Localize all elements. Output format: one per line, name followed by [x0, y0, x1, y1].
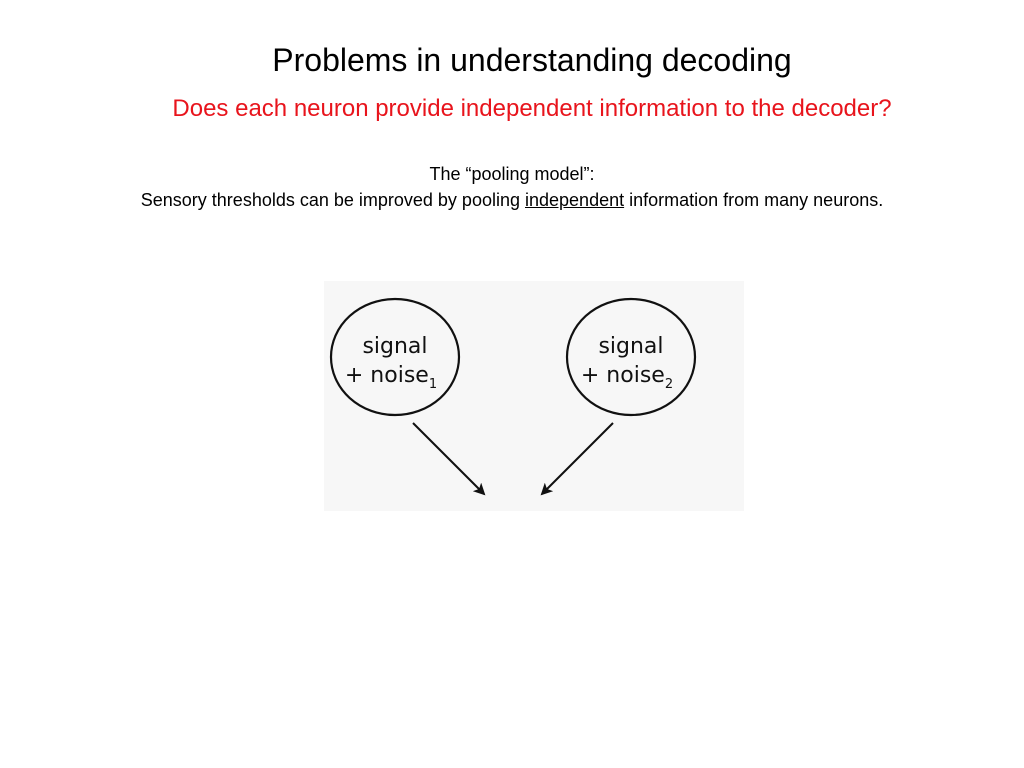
neuron-2-subscript: 2	[664, 377, 674, 392]
pooling-model-statement	[0, 189, 1024, 211]
neuron-2-noise: + noise	[580, 363, 665, 388]
neuron-node-2	[567, 299, 695, 415]
slide-subtitle: Does each neuron provide independent information to the decoder?	[172, 95, 892, 122]
statement-emphasis: independent	[525, 190, 625, 210]
arrow-neuron-1-to-decoder	[413, 423, 484, 494]
slide-title: Problems in understanding decoding	[272, 42, 792, 78]
neuron-node-1	[331, 299, 459, 415]
statement-text-after: information from many neurons.	[624, 190, 884, 210]
neuron-1-subscript: 1	[428, 377, 438, 392]
neuron-2-line1: signal	[598, 334, 664, 359]
pooling-model-heading: The “pooling model”:	[429, 164, 595, 184]
neuron-1-line1: signal	[362, 334, 428, 359]
neuron-1-line2	[345, 363, 437, 392]
arrow-neuron-2-to-decoder	[542, 423, 613, 494]
statement-text-before: Sensory thresholds can be improved by pooling	[140, 190, 525, 210]
pooling-diagram-svg	[324, 281, 744, 511]
pooling-diagram	[324, 281, 744, 511]
neuron-2-line2	[581, 363, 673, 392]
neuron-1-noise: + noise	[344, 363, 429, 388]
